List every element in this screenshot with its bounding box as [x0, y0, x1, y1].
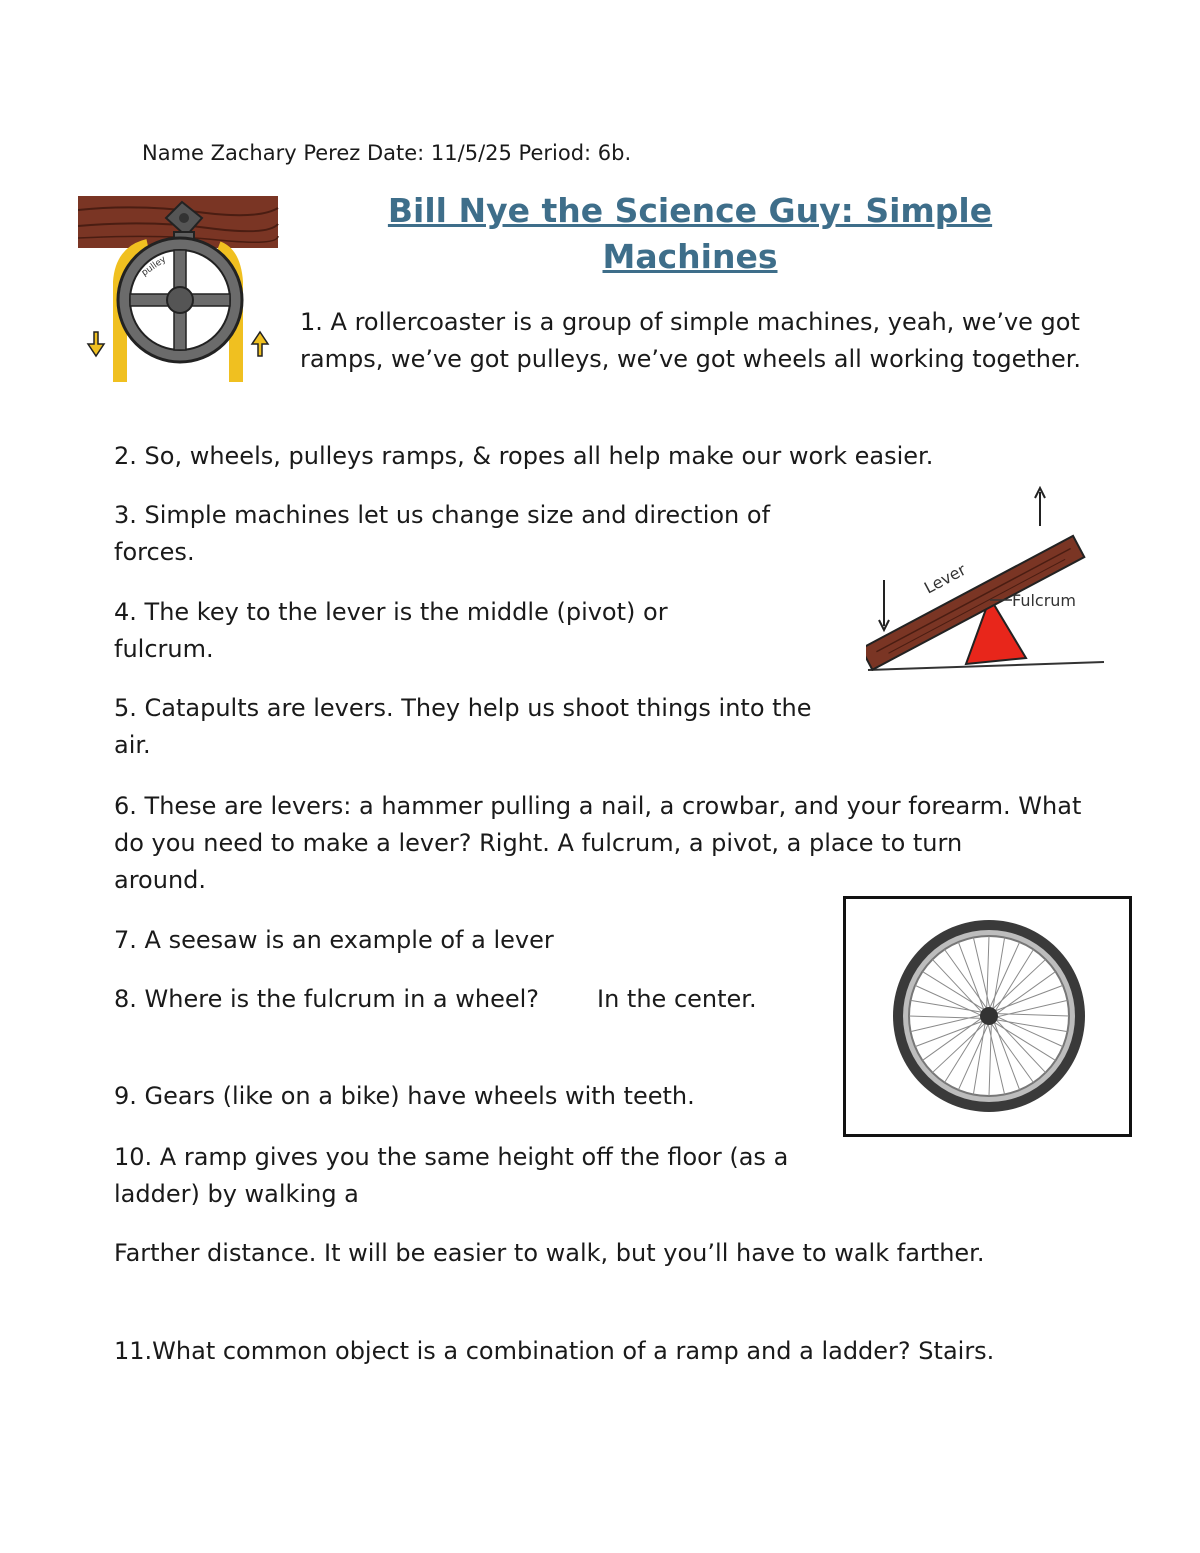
list-item: 1. A rollercoaster is a group of simple machines, yeah, we’ve got ramps, we’ve got pulleys, we’ve got wheels all working together.	[300, 308, 1082, 373]
list-item: Farther distance. It will be easier to walk, but you’ll have to walk farther.	[114, 1239, 985, 1267]
list-item	[114, 981, 814, 1018]
list-item: 4. The key to the lever is the middle (pivot) or fulcrum.	[114, 598, 668, 663]
list-item: 10. A ramp gives you the same height off the floor (as a ladder) by walking a	[114, 1143, 789, 1208]
list-item: 2. So, wheels, pulleys ramps, & ropes all help make our work easier.	[114, 442, 934, 470]
list-item-text: 6. These are levers: a hammer pulling a nail, a crowbar, and your forearm. What do you need to make a lever? Right. A fulcrum, a pivot, a place to turn	[114, 792, 1082, 857]
lever-label: Lever	[920, 559, 970, 598]
list-item-text: around.	[114, 866, 207, 894]
list-item	[114, 788, 1094, 899]
fulcrum-label: Fulcrum	[1012, 591, 1077, 610]
pulley-icon	[78, 192, 280, 388]
lever-icon	[866, 486, 1106, 680]
list-item: 9. Gears (like on a bike) have wheels with teeth.	[114, 1082, 695, 1110]
page-title: Bill Nye the Science Guy: Simple Machines	[387, 191, 993, 276]
list-item-text: 8. Where is the fulcrum in a wheel?	[114, 985, 540, 1013]
list-item: 3. Simple machines let us change size and direction of forces.	[114, 501, 771, 566]
list-item: 7. A seesaw is an example of a lever	[114, 926, 554, 954]
bicycle-wheel-icon	[843, 896, 1133, 1142]
pulley-label: pulley	[139, 254, 169, 279]
list-item: 11.What common object is a combination of a ramp and a ladder? Stairs.	[114, 1337, 995, 1365]
list-item: 5. Catapults are levers. They help us shoot things into the air.	[114, 694, 812, 759]
header-line: Name Zachary Perez Date: 11/5/25 Period: 6b.	[142, 141, 632, 165]
list-item-text: In the center.	[597, 985, 757, 1013]
